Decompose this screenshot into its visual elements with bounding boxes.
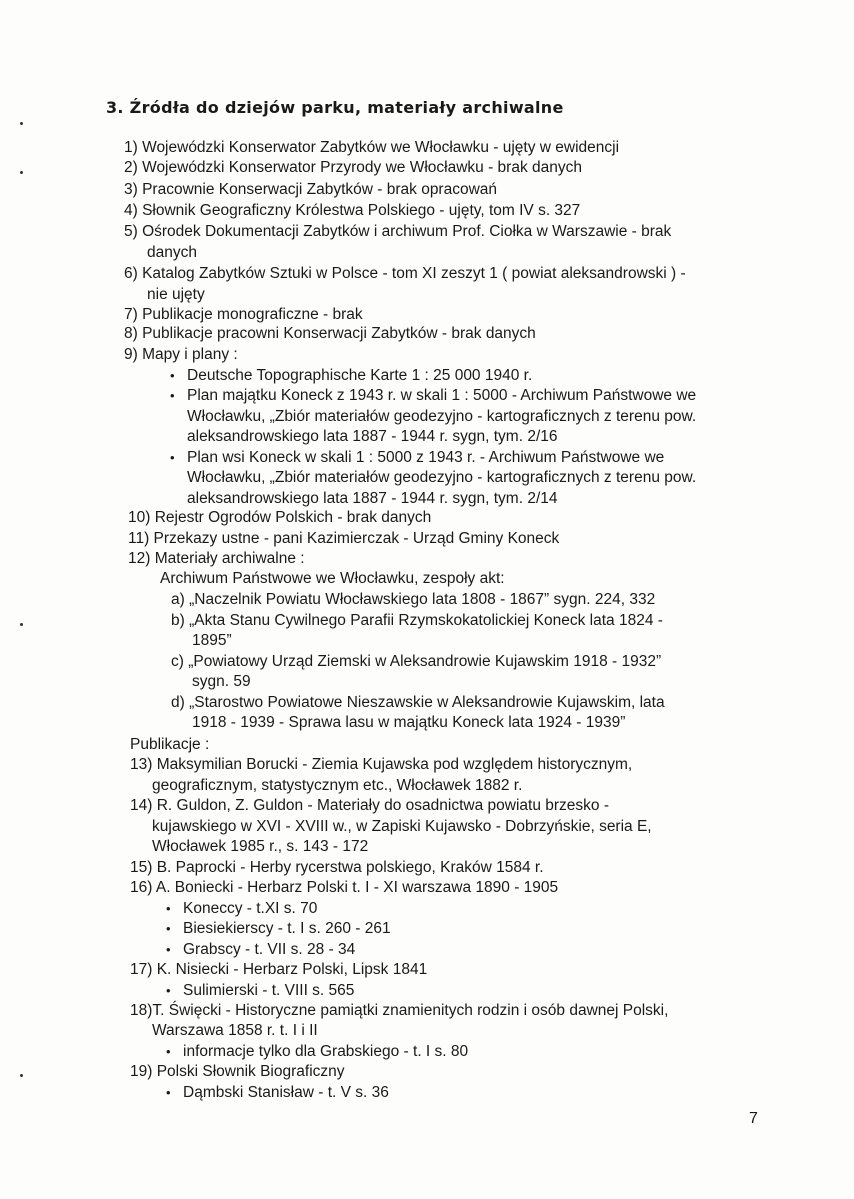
archive-item-continuation: 1895” — [192, 632, 232, 649]
bullet-item: • Plan wsi Koneck w skali 1 : 5000 z 1943 r. - Archiwum Państwowe we — [187, 448, 664, 468]
scan-speck — [20, 1074, 23, 1077]
scan-speck — [20, 122, 23, 125]
list-item: 16) A. Boniecki - Herbarz Polski t. I - XI warszawa 1890 - 1905 — [130, 879, 559, 896]
archive-item: a) „Naczelnik Powiatu Włocławskiego lata 1808 - 1867” sygn. 224, 332 — [171, 591, 656, 608]
archive-item: d) „Starostwo Powiatowe Nieszawskie w Aleksandrowie Kujawskim, lata — [171, 694, 665, 711]
list-item: 8) Publikacje pracowni Konserwacji Zabytków - brak danych — [124, 325, 536, 342]
list-item: 9) Mapy i plany : — [124, 346, 238, 363]
section-heading: 3. Źródła do dziejów parku, materiały archiwalne — [106, 98, 564, 117]
list-item-continuation: nie ujęty — [147, 286, 205, 303]
list-item: 10) Rejestr Ogrodów Polskich - brak danych — [128, 509, 432, 526]
list-item: 15) B. Paprocki - Herby rycerstwa polskiego, Kraków 1584 r. — [130, 859, 544, 876]
bullet-item: • Sulimierski - t. VIII s. 565 — [183, 981, 354, 1001]
bullet-item: • Koneccy - t.XI s. 70 — [183, 899, 317, 919]
list-item: 14) R. Guldon, Z. Guldon - Materiały do osadnictwa powiatu brzesko - — [130, 797, 610, 814]
archive-item: b) „Akta Stanu Cywilnego Parafii Rzymskokatolickiej Koneck lata 1824 - — [171, 612, 663, 629]
list-item: 13) Maksymilian Borucki - Ziemia Kujawska pod względem historycznym, — [130, 756, 633, 773]
bullet-item-continuation: aleksandrowskiego lata 1887 - 1944 r. sygn, tym. 2/16 — [187, 428, 558, 445]
list-item: 17) K. Nisiecki - Herbarz Polski, Lipsk 1841 — [130, 961, 428, 978]
list-item-continuation: geograficznym, statystycznym etc., Włocławek 1882 r. — [152, 777, 523, 794]
scan-speck — [20, 623, 23, 626]
bullet-item: • Dąmbski Stanisław - t. V s. 36 — [183, 1083, 389, 1103]
bullet-item: • Deutsche Topographische Karte 1 : 25 000 1940 r. — [187, 366, 532, 386]
page-number: 7 — [749, 1110, 758, 1127]
list-item-continuation: danych — [147, 244, 197, 261]
list-item: 18)T. Święcki - Historyczne pamiątki znamienitych rodzin i osób dawnej Polski, — [130, 1002, 669, 1019]
bullet-item-continuation: Włocławku, „Zbiór materiałów geodezyjno - kartograficznych z terenu pow. — [187, 408, 697, 425]
bullet-item-continuation: aleksandrowskiego lata 1887 - 1944 r. sygn, tym. 2/14 — [187, 490, 558, 507]
list-item-continuation: Warszawa 1858 r. t. I i II — [152, 1022, 318, 1039]
list-item: 12) Materiały archiwalne : — [128, 550, 305, 567]
archive-item: c) „Powiatowy Urząd Ziemski w Aleksandrowie Kujawskim 1918 - 1932” — [171, 653, 662, 670]
list-item: 11) Przekazy ustne - pani Kazimierczak - Urząd Gminy Koneck — [128, 530, 560, 547]
archive-subheading: Archiwum Państwowe we Włocławku, zespoły akt: — [160, 570, 505, 587]
bullet-item: • Biesiekierscy - t. I s. 260 - 261 — [183, 919, 391, 939]
bullet-item-continuation: Włocławku, „Zbiór materiałów geodezyjno - kartograficznych z terenu pow. — [187, 469, 697, 486]
list-item: 1) Wojewódzki Konserwator Zabytków we Włocławku - ujęty w ewidencji — [124, 139, 620, 156]
list-item: 4) Słownik Geograficzny Królestwa Polskiego - ujęty, tom IV s. 327 — [124, 202, 581, 219]
bullet-item: • Plan majątku Koneck z 1943 r. w skali 1 : 5000 - Archiwum Państwowe we — [187, 386, 696, 406]
list-item: 3) Pracownie Konserwacji Zabytków - brak opracowań — [124, 181, 498, 198]
list-item: 6) Katalog Zabytków Sztuki w Polsce - tom XI zeszyt 1 ( powiat aleksandrowski ) - — [124, 265, 686, 282]
archive-item-continuation: 1918 - 1939 - Sprawa lasu w majątku Koneck lata 1924 - 1939” — [192, 714, 626, 731]
list-item-continuation: kujawskiego w XVI - XVIII w., w Zapiski Kujawsko - Dobrzyńskie, seria E, — [152, 818, 652, 835]
list-item: 7) Publikacje monograficzne - brak — [124, 306, 363, 323]
list-item: 19) Polski Słownik Biograficzny — [130, 1063, 345, 1080]
scan-speck — [20, 171, 23, 174]
bullet-item: • Grabscy - t. VII s. 28 - 34 — [183, 940, 355, 960]
publications-heading: Publikacje : — [130, 736, 210, 753]
archive-item-continuation: sygn. 59 — [192, 673, 251, 690]
list-item: 2) Wojewódzki Konserwator Przyrody we Włocławku - brak danych — [124, 159, 582, 176]
list-item-continuation: Włocławek 1985 r., s. 143 - 172 — [152, 838, 369, 855]
bullet-item: • informacje tylko dla Grabskiego - t. I s. 80 — [183, 1042, 468, 1062]
list-item: 5) Ośrodek Dokumentacji Zabytków i archiwum Prof. Ciołka w Warszawie - brak — [124, 223, 672, 240]
